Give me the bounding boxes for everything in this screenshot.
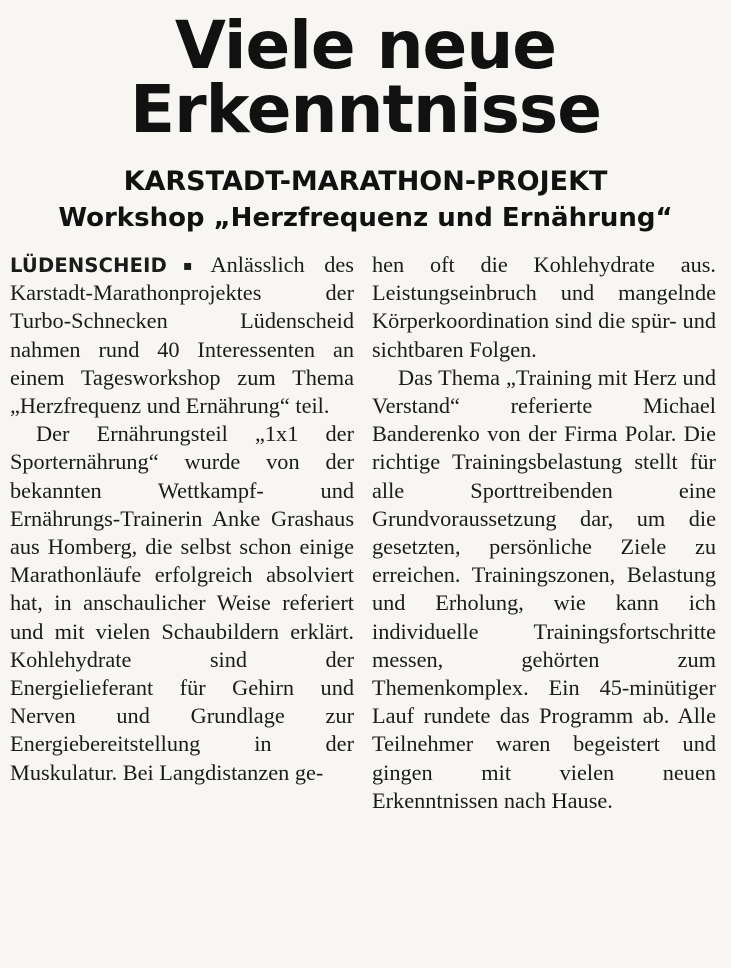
- column-left: [10, 251, 354, 815]
- dateline-bullet-icon: ▪: [169, 258, 207, 275]
- headline-line-1: Viele neue: [174, 7, 557, 84]
- paragraph-text: hen oft die Kohlehydrate aus. Leistungseinbruch und mangelnde Körperkoordination sind die spür- und sichtbaren Folgen.: [372, 252, 716, 362]
- headline-line-2: Erkenntnisse: [130, 71, 601, 149]
- paragraph: [10, 251, 354, 420]
- paragraph-text: Das Thema „Training mit Herz und Verstand“ referierte Michael Banderenko von der Firma Polar. Die richtige Trainingsbelastung stellt für alle Sporttreibenden eine Grundvoraussetzung dar, um die gesetzten, persönliche Ziele zu erreichen. Trainingszonen, Belastung und Erholung, wie kann ich individuelle Trainingsfortschritte messen, gehörten zum Themenkomplex. Ein 45-minütiger Lauf rundete das Programm ab. Alle Teilnehmer waren begeistert und gingen mit vielen neuen Erkenntnissen nach Hause.: [372, 364, 716, 813]
- article-kicker: KARSTADT-MARATHON-PROJEKT: [123, 166, 608, 198]
- paragraph-text: Der Ernährungsteil „1x1 der Sporternährung“ wurde von der bekannten Wettkampf- und Ernährungs-Trainerin Anke Grashaus aus Homberg, die selbst schon einige Marathonläufe erfolgreich absolviert hat, in anschaulicher Weise referiert und mit vielen Schaubildern erklärt. Kohlehydrate sind der Energielieferant für Gehirn und Nerven und Grundlage zur Energiebereitstellung in der Muskulatur. Bei Langdistanzen ge-: [10, 421, 354, 785]
- paragraph: [372, 251, 716, 364]
- article-headline: [0, 0, 731, 149]
- article-subhead: Workshop „Herzfrequenz und Ernährung“: [58, 203, 673, 234]
- article-body: [0, 251, 731, 815]
- paragraph: [372, 364, 716, 815]
- column-right: [372, 251, 716, 815]
- paragraph-text: Anlässlich des Karstadt-Marathonprojektes der Turbo-Schnecken Lüdenscheid nahmen rund 40 Interessenten an einem Tagesworkshop zum Thema „Herzfrequenz und Ernährung“ teil.: [10, 252, 354, 419]
- dateline: LÜDENSCHEID: [10, 254, 168, 278]
- paragraph: [10, 420, 354, 787]
